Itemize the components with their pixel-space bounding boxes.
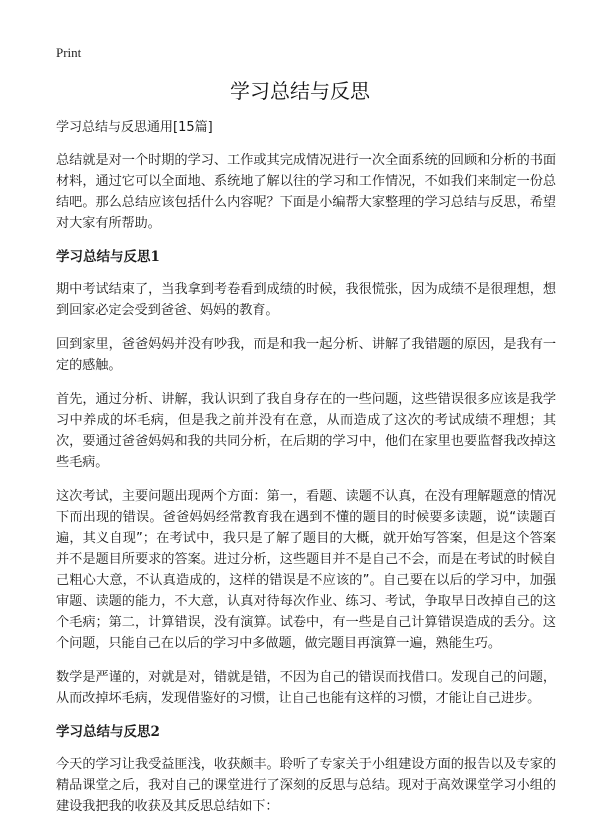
document-title: 学习总结与反思	[230, 79, 370, 103]
section-1-paragraph: 期中考试结束了，当我拿到考卷看到成绩的时候，我很慌张，因为成绩不是很理想，想到回家必定会受到爸爸、妈妈的教育。	[56, 282, 556, 318]
section-2-paragraph: 今天的学习让我受益匪浅，收获颇丰。聆听了专家关于小组建设方面的报告以及专家的精品课堂之后，我对自己的课堂进行了深刻的反思与总结。现对于高效课堂学习小组的建设我把我的收获及其反思总结如下：	[56, 757, 556, 814]
document-body	[56, 118, 556, 828]
section-1-paragraph: 数学是严谨的，对就是对，错就是错，不因为自己的错误而找借口。发现自己的问题，从而改掉坏毛病，发现借鉴好的习惯，让自己也能有这样的习惯，才能让自己进步。	[56, 670, 556, 706]
section-1-paragraph: 回到家里，爸爸妈妈并没有吵我，而是和我一起分析、讲解了我错题的原因，是我有一定的感触。	[56, 337, 556, 373]
intro-paragraph: 总结就是对一个时期的学习、工作或其完成情况进行一次全面系统的回顾和分析的书面材料，通过它可以全面地、系统地了解以往的学习和工作情况，不如我们来制定一份总结吧。那么总结应该包括什么内容呢？下面是小编帮大家整理的学习总结与反思，希望对大家有所帮助。	[56, 153, 556, 231]
document-subtitle: 学习总结与反思通用[15篇]	[56, 120, 213, 135]
section-1-paragraph: 这次考试，主要问题出现两个方面：第一，看题、读题不认真，在没有理解题意的情况下而出现的错误。爸爸妈妈经常教育我在遇到不懂的题目的时候要多读题，说“读题百遍，其义自现”；在考试中，我只是了解了题目的大概，就开始写答案，但是这个答案并不是题目所要求的答案。进过分析，这些题目并不是自己不会，而是在考试的时候自己粗心大意，不认真造成的，这样的错误是不应该的”。自己要在以后的学习中，加强审题、读题的能力，不大意，认真对待每次作业、练习、考试，争取早日改掉自己的这个毛病；第二，计算错误，没有演算。试卷中，有一些是自己计算错误造成的丢分。这个问题，只能自己在以后的学习中多做题，做完题目再演算一遍，熟能生巧。	[56, 489, 556, 651]
section-1-paragraph: 首先，通过分析、讲解，我认识到了我自身存在的一些问题，这些错误很多应该是我学习中养成的坏毛病，但是我之前并没有在意，从而造成了这次的考试成绩不理想；其次，要通过爸爸妈妈和我的共同分析，在后期的学习中，他们在家里也要监督我改掉这些毛病。	[56, 392, 556, 470]
section-heading-1: 学习总结与反思1	[56, 249, 160, 265]
section-heading-2: 学习总结与反思2	[56, 724, 160, 740]
print-link[interactable]: Print	[56, 45, 82, 60]
